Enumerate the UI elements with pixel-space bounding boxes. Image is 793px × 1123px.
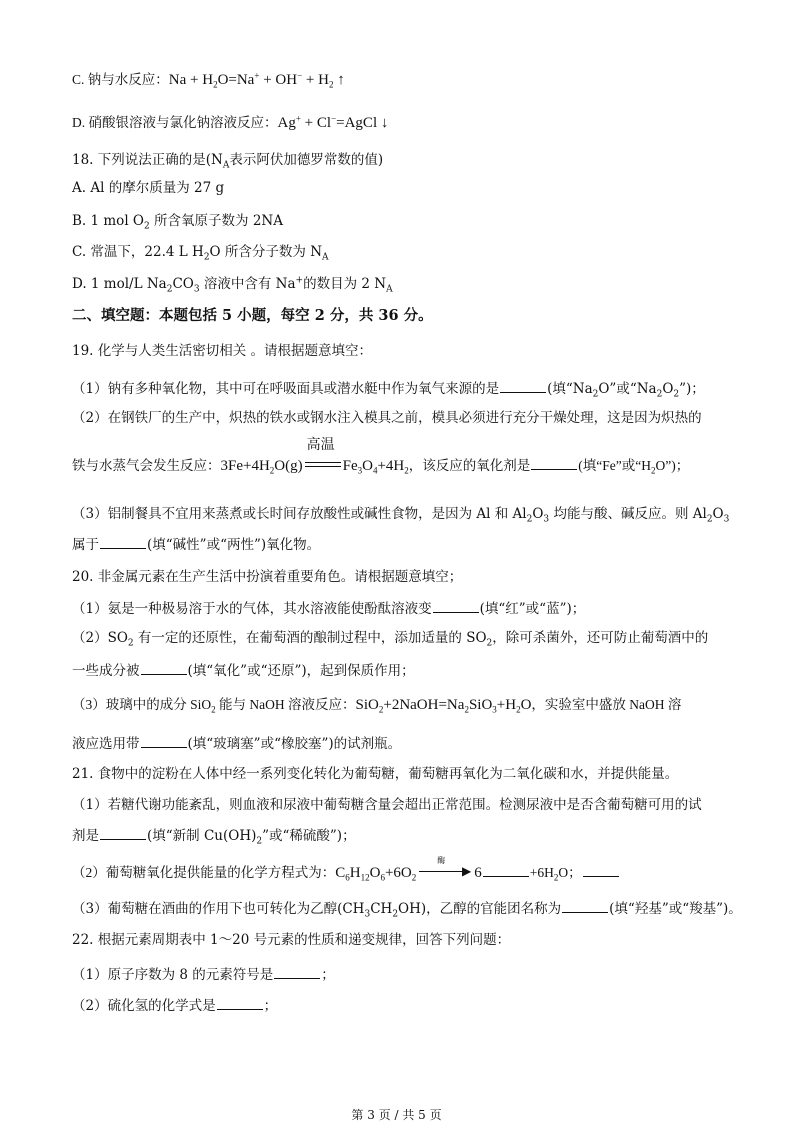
- formula-text: O: [362, 458, 373, 474]
- answer-blank[interactable]: [100, 534, 146, 549]
- text: 表示阿伏加德罗常数的值): [229, 152, 384, 168]
- subscript: 2: [553, 872, 559, 883]
- reaction-arrow-icon: [419, 856, 472, 878]
- question-20-part-3-b: [72, 733, 401, 754]
- text: ”或“稀硫酸”)；: [262, 828, 356, 844]
- subscript: 3: [723, 514, 730, 525]
- formula-text: +2NaOH=Na: [383, 697, 465, 713]
- option-d-silver-nitrate: [72, 113, 388, 133]
- question-22-part-2: [72, 995, 277, 1016]
- question-18-option-a: [72, 178, 224, 198]
- text: O”或“Na: [598, 381, 657, 397]
- subscript: 6: [380, 872, 385, 883]
- question-18-option-c: [72, 242, 329, 262]
- text: O；: [558, 865, 582, 880]
- superscript: −: [331, 113, 337, 124]
- answer-blank[interactable]: [141, 660, 187, 675]
- subscript: 2: [213, 79, 218, 90]
- superscript: +: [295, 113, 301, 124]
- text: 铁与水蒸气会发生反应：: [72, 458, 221, 473]
- question-22-stem: [72, 930, 510, 950]
- text: （1）原子序数为 8 的元素符号是: [72, 967, 274, 983]
- text: CO: [172, 276, 194, 292]
- superscript: +: [295, 275, 304, 286]
- subscript: 2: [592, 389, 599, 400]
- page-footer: 第 3 页 / 共 5 页: [351, 1108, 442, 1122]
- subscript: 2: [516, 704, 521, 715]
- text: （3）葡萄糖在酒曲的作用下也可转化为乙醇(CH: [72, 901, 365, 917]
- text: 一些成分被: [72, 663, 140, 679]
- question-19-part-1: [72, 378, 705, 399]
- text: （3）铝制餐具不宜用来蒸煮或长时间存放酸性或碱性食物，是因为 Al 和 Al: [72, 506, 527, 522]
- text: 二、填空题：本题包括 5 小题，每空 2 分，共 36 分。: [72, 307, 433, 324]
- formula-text: O: [369, 865, 381, 881]
- question-21-part-1-a: [72, 795, 702, 815]
- text: （3）玻璃中的成分 SiO: [72, 697, 212, 712]
- question-21-part-1-b: [72, 825, 356, 846]
- subscript: 2: [464, 704, 469, 715]
- text: O: [532, 506, 544, 522]
- arrow-head: ▶: [462, 864, 472, 878]
- subscript: 2: [526, 514, 533, 525]
- question-18-stem: [72, 150, 383, 170]
- text: (填“玻璃塞”或“橡胶塞”)的试剂瓶。: [187, 736, 402, 752]
- formula-text: 6: [474, 865, 482, 881]
- answer-blank[interactable]: [531, 455, 577, 470]
- subscript: 2: [656, 389, 663, 400]
- text: ；: [263, 998, 278, 1014]
- text: ”)；: [679, 381, 705, 397]
- text: 21. 食物中的淀粉在人体中经一系列变化转化为葡萄糖，葡萄糖再氧化为二氧化碳和水，并提供能量。: [72, 766, 679, 782]
- answer-blank[interactable]: [100, 825, 146, 840]
- answer-blank[interactable]: [500, 378, 546, 393]
- formula-text: SiO: [468, 697, 493, 713]
- subscript: 2: [706, 514, 713, 525]
- text: （1）氨是一种极易溶于水的气体，其水溶液能使酚酞溶液变: [72, 601, 432, 617]
- question-19-stem: [72, 341, 372, 361]
- subscript: 3: [543, 514, 550, 525]
- option-c-sodium-water: [72, 70, 345, 90]
- text: (填“Fe”或“H: [578, 458, 651, 473]
- text: 属于: [72, 537, 99, 553]
- formula-text: +H: [496, 697, 517, 713]
- subscript: 2: [269, 465, 275, 476]
- subscript: 2: [211, 704, 216, 715]
- text: (填“红”或“蓝”)；: [479, 601, 586, 617]
- question-20-part-2-b: [72, 660, 415, 681]
- formula-text: + OH: [259, 72, 298, 88]
- text: 溶液中含有 Na: [199, 276, 296, 292]
- text: 均能与酸、碱反应。则 Al: [549, 506, 707, 522]
- text: 20. 非金属元素在生产生活中扮演着重要角色。请根据题意填空；: [72, 569, 463, 585]
- text: D. 1 mol/L Na: [72, 276, 167, 292]
- subscript: 6: [345, 872, 350, 883]
- text: 有一定的还原性，在葡萄酒的酿制过程中，添加适量的 SO: [133, 630, 487, 646]
- text: (填“氧化”或“还原”)，起到保质作用；: [187, 663, 415, 679]
- text: （2）SO: [72, 630, 128, 646]
- formula-text: =AgCl ↓: [336, 115, 389, 131]
- text: （1）钠有多种氧化物，其中可在呼吸面具或潜水艇中作为氧气来源的是: [72, 381, 500, 397]
- text: A. Al 的摩尔质量为 27 g: [72, 180, 225, 196]
- question-19-part-2-a: [72, 408, 702, 428]
- text: 19. 化学与人类生活密切相关 。请根据题意填空：: [72, 343, 373, 359]
- text: 22. 根据元素周期表中 1～20 号元素的性质和递变规律，回答下列问题：: [72, 932, 511, 948]
- section-heading-fill-in: [72, 306, 433, 326]
- text: ；: [321, 967, 335, 983]
- text: 所含氧原子数为 2NA: [149, 213, 283, 229]
- text: （2）在钢铁厂的生产中，炽热的铁水或钢水注入模具之前，模具必须进行充分干燥处理，这是因为炽热的: [72, 410, 702, 426]
- text: C. 常温下，22.4 L H: [72, 244, 204, 260]
- question-19-part-2-b: [72, 438, 690, 476]
- condition-label: 酶: [437, 856, 446, 865]
- answer-blank[interactable]: [141, 733, 187, 748]
- subscript: A: [322, 252, 329, 263]
- formula-text: Na + H: [168, 72, 214, 88]
- subscript: 2: [328, 79, 334, 90]
- subscript: 2: [256, 836, 263, 847]
- text: ，实验室中盛放 NaOH 溶: [531, 697, 682, 712]
- subscript: 4: [372, 465, 378, 476]
- subscript: 2: [166, 284, 173, 295]
- formula-text: O=Na: [217, 72, 255, 88]
- superscript: −: [297, 70, 303, 81]
- answer-blank[interactable]: [583, 862, 619, 877]
- text: 剂是: [72, 828, 99, 844]
- text: （2）硫化氢的化学式是: [72, 998, 216, 1014]
- formula-text: O(g): [274, 458, 303, 474]
- subscript: A: [222, 160, 230, 171]
- condition-label: 高温: [306, 438, 335, 453]
- question-22-part-1: [72, 964, 335, 985]
- text: +6H: [529, 865, 554, 880]
- subscript: 2: [203, 252, 210, 263]
- subscript: 2: [651, 465, 656, 476]
- question-19-part-3-a: [72, 504, 729, 524]
- answer-blank[interactable]: [483, 862, 529, 877]
- text: （2）葡萄糖氧化提供能量的化学方程式为：: [72, 865, 336, 880]
- subscript: 2: [673, 389, 680, 400]
- subscript: 2: [404, 465, 409, 476]
- formula-text: SiO: [355, 697, 379, 713]
- subscript: 2: [378, 704, 384, 715]
- question-20-part-3-a: [72, 695, 681, 715]
- formula-text: Fe: [342, 458, 358, 474]
- text: 液应选用带: [72, 736, 140, 752]
- subscript: 2: [144, 221, 150, 232]
- double-line: [305, 462, 341, 467]
- answer-blank[interactable]: [562, 898, 608, 913]
- formula-text: C: [335, 865, 346, 881]
- formula-text: Ag: [277, 115, 296, 131]
- question-20-part-1: [72, 598, 585, 619]
- subscript: 2: [411, 872, 417, 883]
- answer-blank[interactable]: [433, 598, 479, 613]
- question-21-part-3: [72, 898, 742, 919]
- text: B. 1 mol O: [72, 213, 144, 229]
- formula-text: + Cl: [300, 115, 332, 131]
- text: 的数目为 2 N: [303, 276, 387, 292]
- subscript: A: [386, 284, 393, 295]
- text: 18. 下列说法正确的是(N: [72, 152, 223, 168]
- question-18-option-b: [72, 211, 283, 231]
- subscript: 3: [357, 465, 363, 476]
- text: (填“碱性”或“两性”)氧化物。: [147, 537, 321, 553]
- subscript: 3: [193, 284, 200, 295]
- text: ，该反应的氧化剂是: [408, 458, 531, 473]
- text: D. 硝酸银溶液与氯化钠溶液反应：: [72, 115, 278, 130]
- text: C. 钠与水反应：: [72, 72, 169, 87]
- subscript: 2: [127, 638, 134, 649]
- question-18-option-d: [72, 274, 393, 294]
- formula-text: + H: [302, 72, 329, 88]
- question-20-part-2-a: [72, 628, 708, 648]
- text: ，除可杀菌外，还可防止葡萄酒中的: [492, 630, 709, 646]
- text: 能与 NaOH 溶液反应：: [215, 697, 356, 712]
- reaction-condition-equals: [305, 438, 341, 470]
- text: （1）若糖代谢功能紊乱，则血液和尿液中葡萄糖含量会超出正常范围。检测尿液中是否含葡萄糖可用的试: [72, 797, 702, 813]
- subscript: 12: [360, 872, 370, 883]
- question-19-part-3-b: [72, 534, 320, 555]
- formula-text: ↑: [333, 72, 345, 88]
- formula-text: 3Fe+4H: [220, 458, 270, 474]
- formula-text: +4H: [377, 458, 405, 474]
- formula-text: O: [520, 697, 532, 713]
- question-21-part-2: [72, 856, 620, 883]
- arrow-shaft: [419, 871, 465, 872]
- formula-text: H: [349, 865, 361, 881]
- subscript: 3: [364, 909, 371, 920]
- text: (填“羟基”或“羧基”)。: [609, 901, 742, 917]
- text: CH: [370, 901, 393, 917]
- superscript: +: [254, 70, 260, 81]
- text: (填“新制 Cu(OH): [147, 828, 257, 844]
- question-21-stem: [72, 764, 678, 784]
- formula-text: +6O: [384, 865, 412, 881]
- answer-blank[interactable]: [274, 964, 320, 979]
- subscript: 2: [392, 909, 399, 920]
- text: (填“Na: [547, 381, 593, 397]
- text: O: [712, 506, 724, 522]
- question-20-stem: [72, 567, 462, 587]
- text: O”)；: [655, 458, 690, 473]
- subscript: 3: [492, 704, 497, 715]
- answer-blank[interactable]: [217, 995, 263, 1010]
- text: O: [662, 381, 674, 397]
- subscript: 2: [486, 638, 493, 649]
- text: O 所含分子数为 N: [209, 244, 323, 260]
- text: OH)，乙醇的官能团名称为: [398, 901, 562, 917]
